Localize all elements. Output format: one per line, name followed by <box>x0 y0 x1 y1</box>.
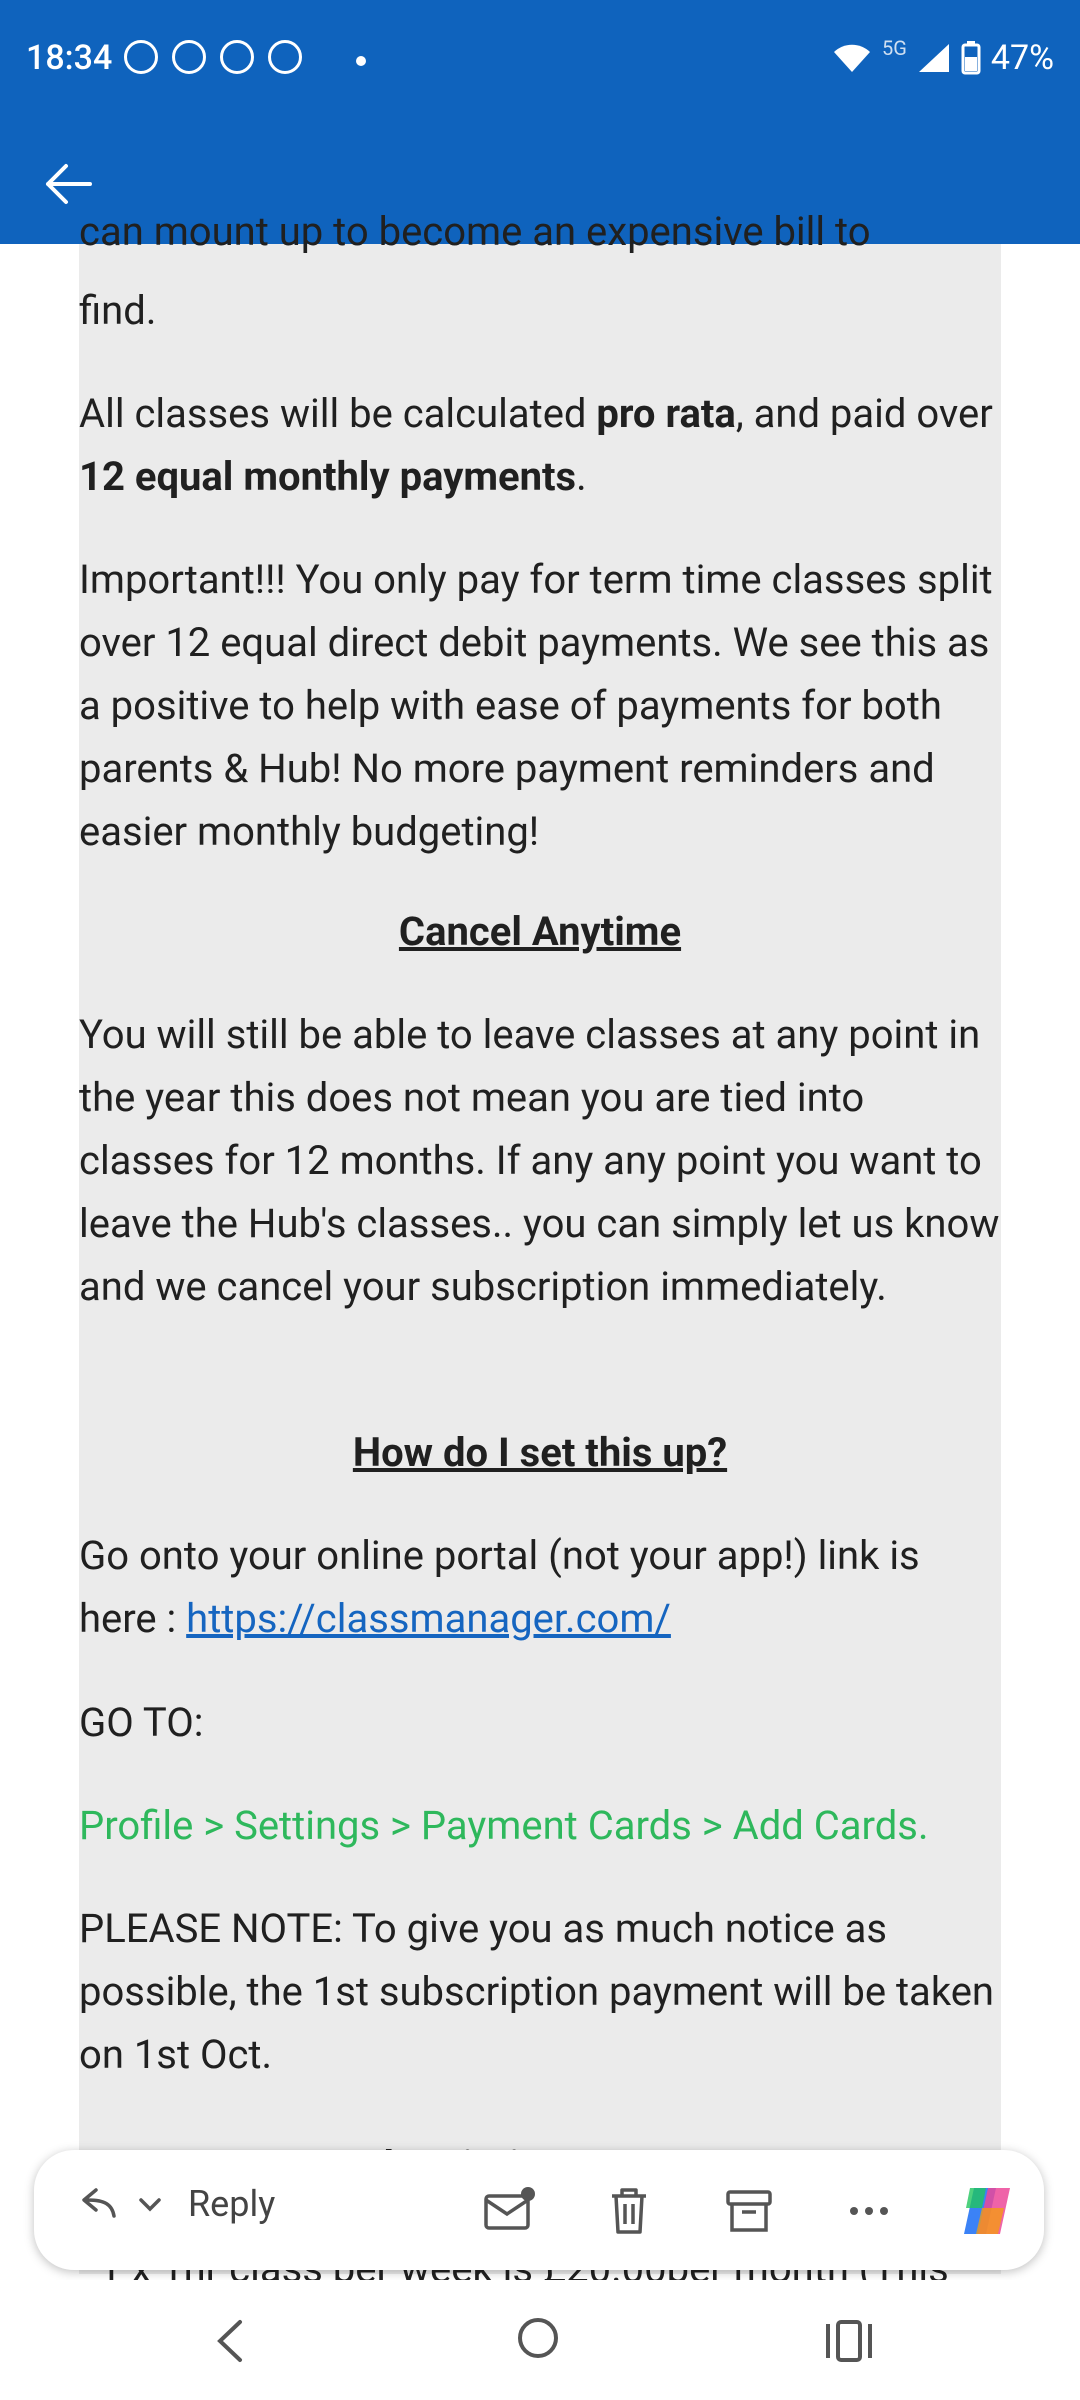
battery-icon <box>961 41 981 75</box>
go-to-label: GO TO: <box>79 1699 204 1746</box>
reply-label: Reply <box>188 2183 276 2225</box>
more-options-icon[interactable] <box>840 2182 898 2240</box>
nav-recent-apps-icon[interactable] <box>824 2320 874 2362</box>
battery-percent: 47% <box>990 38 1054 78</box>
cut-off-line: can mount up to become an expensive bill to <box>79 208 871 255</box>
network-type: 5G <box>882 36 907 60</box>
reply-icon <box>74 2180 122 2228</box>
reply-button[interactable] <box>74 2180 275 2228</box>
heading-setup: How do I set this up? <box>352 1429 728 1476</box>
archive-icon[interactable] <box>720 2182 778 2240</box>
navigation-path: Profile > Settings > Payment Cards > Add Cards. <box>79 1802 929 1849</box>
email-body <box>79 208 1001 2274</box>
text-run: Go onto your online portal (not your app!) link is here : <box>79 1532 920 1642</box>
app-notification-icon <box>220 40 254 74</box>
text-run: . <box>576 453 587 500</box>
chat-bubble-icon <box>172 40 206 74</box>
bold-text: 12 equal monthly payments <box>79 453 577 500</box>
notification-icons <box>124 40 302 74</box>
portal-link[interactable]: https://classmanager.com/ <box>186 1595 671 1642</box>
copilot-icon[interactable] <box>956 2180 1018 2242</box>
portal-paragraph <box>79 1524 1001 1650</box>
heading-cancel-anytime: Cancel Anytime <box>398 908 682 955</box>
chevron-down-icon[interactable] <box>136 2190 164 2218</box>
system-nav-bar <box>0 2280 1080 2400</box>
at-sign-icon <box>124 40 158 74</box>
cut-off-line-end: find. <box>79 287 157 334</box>
signal-icon <box>917 42 951 74</box>
wifi-icon <box>832 42 872 74</box>
status-bar <box>0 0 1080 124</box>
email-action-bar <box>34 2150 1044 2270</box>
status-right <box>832 38 1054 78</box>
delete-icon[interactable] <box>600 2182 658 2240</box>
cancel-paragraph: You will still be able to leave classes at any point in the year this does not mean you are tied into classes for 12 months. If any any point you want to leave the Hub's classes.. you can simply let us know and we cancel your subscription immediately. <box>79 1011 1000 1310</box>
mark-unread-icon[interactable] <box>480 2182 538 2240</box>
more-notifications-dot <box>356 56 366 66</box>
nav-back-icon[interactable] <box>210 2316 250 2366</box>
important-paragraph: Important!!! You only pay for term time classes split over 12 equal direct debit payments. We see this as a positive to help with ease of payments for both parents & Hub! No more payment reminders and easier monthly budgeting! <box>79 556 993 855</box>
nav-home-icon[interactable] <box>518 2318 558 2358</box>
status-time: 18:34 <box>26 38 113 78</box>
location-pin-icon <box>268 40 302 74</box>
text-run: All classes will be calculated <box>79 390 597 437</box>
text-run: , and paid over <box>735 390 993 437</box>
bold-text: pro rata <box>596 390 736 437</box>
please-note-paragraph: PLEASE NOTE: To give you as much notice as possible, the 1st subscription payment will be taken on 1st Oct. <box>79 1905 994 2078</box>
pro-rata-paragraph <box>79 382 1001 508</box>
